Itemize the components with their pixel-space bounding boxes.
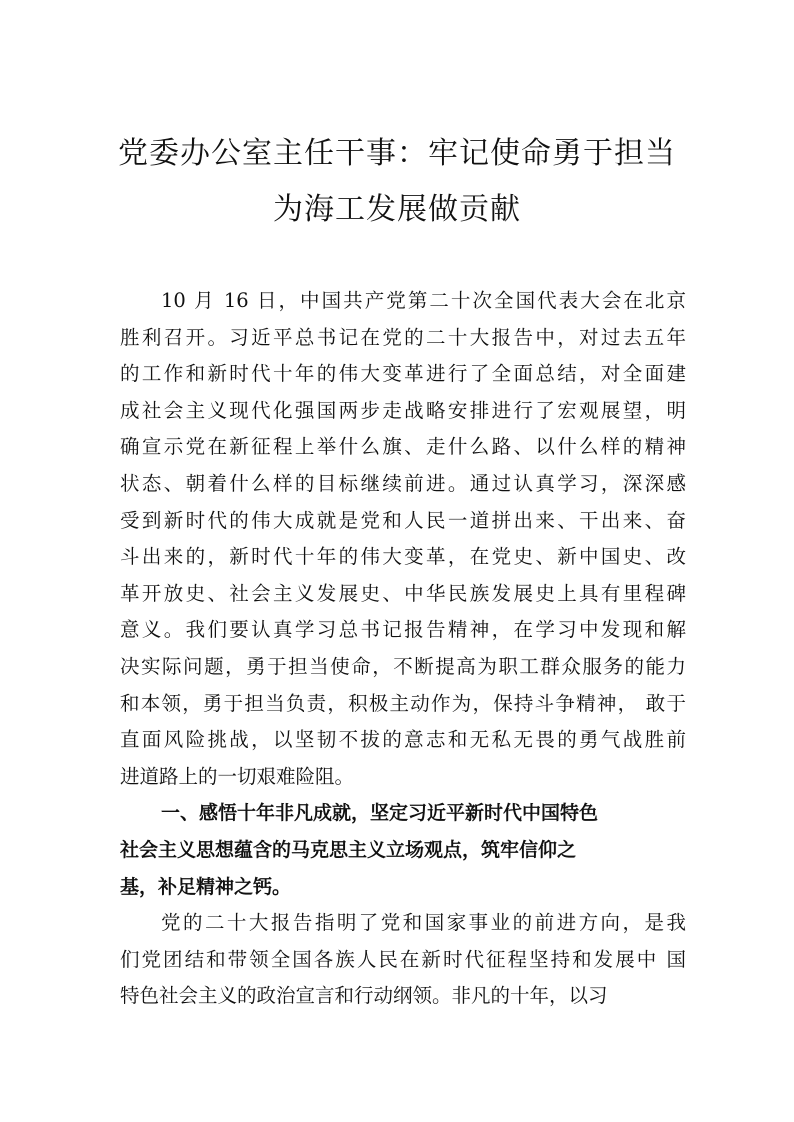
paragraph-line: 10 月 16 日，中国共产党第二十次全国代表大会在北京 bbox=[161, 289, 686, 312]
heading-line: 一、感悟十年非凡成就，坚定习近平新时代中国特色 bbox=[161, 802, 599, 825]
paragraph-line: 胜利召开。习近平总书记在党的二十大报告中，对过去五年 bbox=[120, 325, 686, 349]
section-heading-1 bbox=[120, 795, 686, 905]
paragraph-line: 们党团结和带领全国各族人民在新时代征程坚持和发展中 国 bbox=[120, 947, 686, 971]
paragraph-line: 的工作和新时代十年的伟大变革进行了全面总结，对全面建 bbox=[120, 362, 686, 386]
paragraph-line: 确宣示党在新征程上举什么旗、走什么路、以什么样的精神 bbox=[120, 435, 686, 459]
paragraph-line: 直面风险挑战，以坚韧不拔的意志和无私无畏的勇气战胜前 bbox=[120, 728, 686, 752]
paragraph-line: 党的二十大报告指明了党和国家事业的前进方向，是我 bbox=[161, 911, 686, 935]
paragraph-line: 革开放史、社会主义发展史、中华民族发展史上具有里程碑 bbox=[120, 581, 686, 605]
heading-line: 社会主义思想蕴含的马克思主义立场观点，筑牢信仰之 bbox=[120, 838, 577, 861]
heading-line: 基，补足精神之钙。 bbox=[120, 875, 292, 898]
document-body bbox=[120, 283, 686, 1015]
paragraph-line: 斗出来的，新时代十年的伟大变革，在党史、新中国史、改 bbox=[120, 545, 686, 569]
document-title-line-2: 为海工发展做贡献 bbox=[273, 192, 521, 227]
paragraph-line: 意义。我们要认真学习总书记报告精神，在学习中发现和解 bbox=[120, 618, 686, 642]
paragraph-1 bbox=[120, 283, 686, 795]
paragraph-line: 成社会主义现代化强国两步走战略安排进行了宏观展望，明 bbox=[120, 398, 686, 422]
paragraph-line: 特色社会主义的政治宣言和行动纲领。非凡的十年，以习 bbox=[120, 984, 608, 1008]
paragraph-line: 进道路上的一切艰难险阻。 bbox=[120, 764, 355, 788]
paragraph-2 bbox=[120, 905, 686, 1015]
paragraph-line: 决实际问题，勇于担当使命，不断提高为职工群众服务的能力 bbox=[120, 654, 686, 678]
document-title-line-1: 党委办公室主任干事：牢记使命勇于担当 bbox=[118, 136, 676, 171]
paragraph-line: 和本领，勇于担当负责，积极主动作为，保持斗争精神， 敢于 bbox=[120, 691, 686, 715]
paragraph-line: 状态、朝着什么样的目标继续前进。通过认真学习，深深感 bbox=[120, 471, 686, 495]
paragraph-line: 受到新时代的伟大成就是党和人民一道拼出来、干出来、奋 bbox=[120, 508, 686, 532]
